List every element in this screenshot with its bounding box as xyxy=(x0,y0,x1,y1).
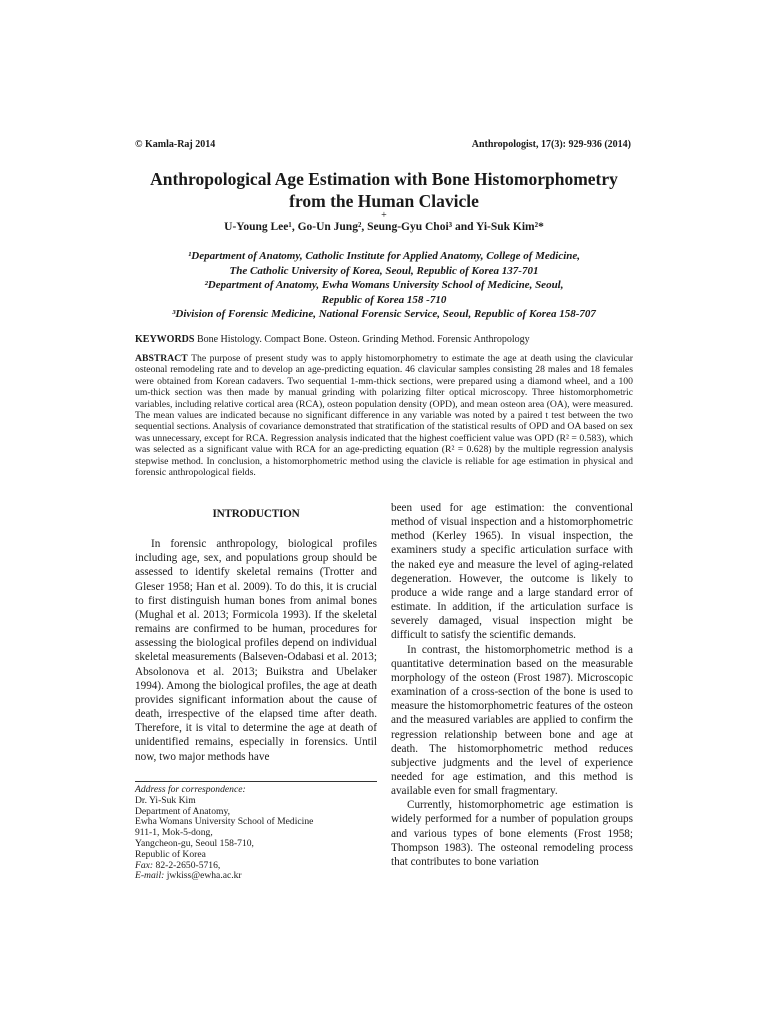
affiliation-line: The Catholic University of Korea, Seoul, Republic of Korea 137-701 xyxy=(229,264,539,277)
title-line-2: from the Human Clavicle xyxy=(289,191,479,211)
correspondence-street: 911-1, Mok-5-dong, xyxy=(135,827,213,839)
affiliation-line: ³Division of Forensic Medicine, National Forensic Service, Seoul, Republic of Korea 158-707 xyxy=(172,308,596,320)
intro-paragraph: In contrast, the histomorphometric method is a quantitative determination based on the measurable morphology of the osteon (Frost 1987). Microscopic examination of a cross-section of the bone is used to measure the histomorphometric features of the osteon and the measured variables are applied to confirm the regression relationship between bone and age at death. The histomorphometric method reduces subjective judgments and the level of experience needed for age estimation, and this method is available even for small fragmentary. xyxy=(391,643,633,798)
correspondence-country: Republic of Korea xyxy=(135,848,206,860)
affiliation-line: ¹Department of Anatomy, Catholic Institute for Applied Anatomy, College of Medicine, xyxy=(187,250,581,262)
abstract-text: The purpose of present study was to apply histomorphometry to estimate the age at death using the clavicular osteonal remodeling rate and to develop an age-predicting equation. 46 clavicular samples consisting 28 males and 18 females were obtained from Korean cadavers. Two sequential 1-mm-thick sections, were prepared using a diamond wheel, and a 100 um-thick section was then made by manual grinding with polarizing filter optical microscopy. Three histomorphometric variables, including relative cortical area (RCA), osteon population density (OPD), and mean osteon area (OA), were measured. The mean values are indicated because no significant difference in any variable was noted by a paired t test between the two sequential sections. Analysis of covariance demonstrated that stratification of the statistical results of OPD and OA based on sex was unnecessary, except for RCA. Regression analysis indicated that the highest coefficient value was OPD (R² = 0.583), which was selected as a significant value with RCA for an age-predicting equation (R² = 0.628) by the multiple regression analysis stepwise method. In conclusion, a histomorphometric method using the clavicle is reliable for age estimation in physical and forensic anthropological fields. xyxy=(135,353,634,479)
correspondence-address xyxy=(135,785,377,882)
keywords-label: KEYWORDS xyxy=(135,334,195,345)
plus-mark: + xyxy=(381,210,387,221)
intro-paragraph: Currently, histomorphometric age estimation is widely performed for a number of population groups and various types of bone elements (Frost 1958; Thompson 1983). The osteonal remodeling process that contributes to bone variation xyxy=(391,799,633,868)
intro-paragraph: In forensic anthropology, biological profiles including age, sex, and populations group should be assessed to identify skeletal remains (Trotter and Gleser 1958; Han et al. 2009). To do this, it is crucial to first distinguish human bones from animal bones (Mughal et al. 2013; Formicola 1993). If the skeletal remains are confirmed to be human, procedures for assessing the biological profiles depend on individual skeletal measurements (Balseven-Odabasi et al. 2013; Absolonova et al. 2013; Buikstra and Ubelaker 1994). Among the biological profiles, the age at death provides significant information about the cause of death, irrespective of the elapsed time after death. Therefore, it is vital to determine the age at death of unidentified remains, especially in forensics. Until now, two major methods have xyxy=(135,538,377,763)
journal-citation: Anthropologist, 17(3): 929-936 (2014) xyxy=(471,139,631,150)
fax-label: Fax: xyxy=(135,859,154,871)
section-heading-introduction: INTRODUCTION xyxy=(212,508,300,520)
keywords xyxy=(135,334,635,345)
left-column xyxy=(135,503,377,764)
correspondence-city: Yangcheon-gu, Seoul 158-710, xyxy=(135,837,254,849)
title-line-1: Anthropological Age Estimation with Bone Histomorphometry xyxy=(150,169,618,189)
email-address[interactable]: jwkiss@ewha.ac.kr xyxy=(166,870,242,882)
correspondence-label: Address for correspondence: xyxy=(135,784,246,795)
right-column xyxy=(391,501,633,869)
correspondence-name: Dr. Yi-Suk Kim xyxy=(135,794,196,806)
fax-number: 82-2-2650-5716, xyxy=(155,859,221,871)
paper-title xyxy=(120,168,648,212)
journal-copyright: © Kamla-Raj 2014 xyxy=(135,139,216,150)
keywords-text: Bone Histology. Compact Bone. Osteon. Grinding Method. Forensic Anthropology xyxy=(196,334,530,345)
author-list: U-Young Lee¹, Go-Un Jung², Seung-Gyu Choi³ and Yi-Suk Kim²* xyxy=(224,221,544,233)
email-label: E-mail: xyxy=(135,870,165,882)
affiliations xyxy=(120,249,648,322)
affiliation-line: Republic of Korea 158 -710 xyxy=(321,293,447,306)
footnote-divider xyxy=(135,781,377,782)
affiliation-line: ²Department of Anatomy, Ewha Womans University School of Medicine, Seoul, xyxy=(204,279,564,291)
correspondence-email xyxy=(135,871,377,882)
abstract xyxy=(135,353,633,478)
correspondence-dept: Department of Anatomy, xyxy=(135,805,231,817)
abstract-label: ABSTRACT xyxy=(135,353,188,364)
correspondence-school: Ewha Womans University School of Medicine xyxy=(135,816,314,828)
intro-paragraph: been used for age estimation: the conventional method of visual inspection and a histomorphometric method (Kerley 1965). In visual inspection, the examiners study a specific articulation surface with the naked eye and measure the level of aging-related degeneration. However, the outcome is likely to produce a wide range and a large standard error of estimate. In addition, if the articulation surface is severely damaged, visual inspection might be difficult to satisfy the scientific demands. xyxy=(391,502,633,642)
